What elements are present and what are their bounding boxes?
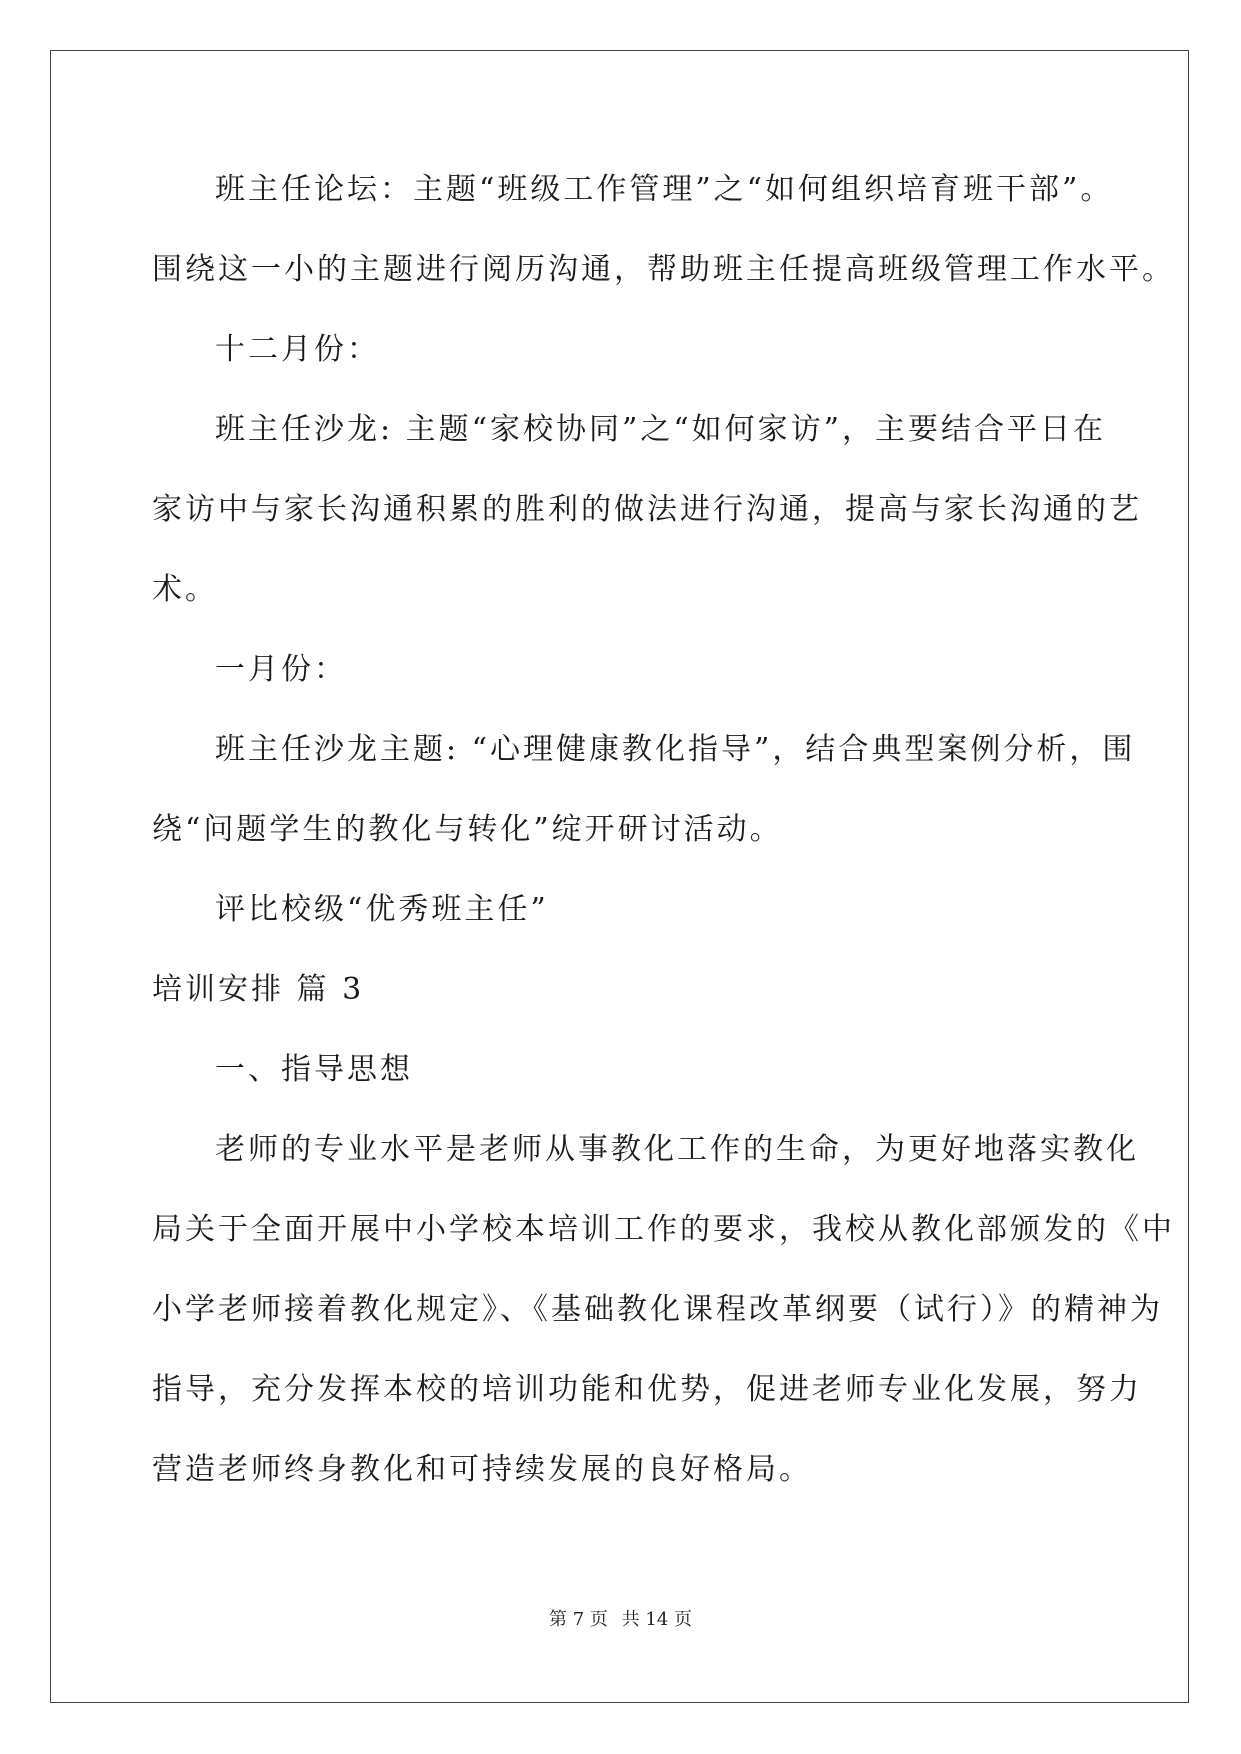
paragraph-line: 局关于全面开展中小学校本培训工作的要求，我校从教化部颁发的《中 [152, 1212, 1175, 1247]
paragraph-line: 家访中与家长沟通积累的胜利的做法进行沟通，提高与家长沟通的艺 [152, 492, 1142, 527]
page-footer [0, 1608, 1241, 1632]
paragraph-line: 十二月份： [215, 332, 380, 367]
paragraph-line: 评比校级“优秀班主任” [215, 892, 549, 927]
paragraph-line: 班主任论坛：主题“班级工作管理”之“如何组织培育班干部”。 [215, 172, 1114, 207]
paragraph-line: 班主任沙龙主题: “心理健康教化指导”，结合典型案例分析，围 [215, 732, 1136, 767]
section-heading: 培训安排 篇 3 [152, 972, 365, 1007]
paragraph-line: 营造老师终身教化和可持续发展的良好格局。 [152, 1452, 812, 1487]
paragraph-line: 小学老师接着教化规定》、《基础教化课程改革纲要（试行）》的精神为 [152, 1292, 1163, 1327]
paragraph-line: 一月份： [215, 652, 347, 687]
paragraph-line: 指导，充分发挥本校的培训功能和优势，促进老师专业化发展，努力 [152, 1372, 1142, 1407]
paragraph-line: 班主任沙龙: 主题“家校协同”之“如何家访”，主要结合平日在 [215, 412, 1106, 447]
paragraph-line: 绕“问题学生的教化与转化”绽开研讨活动。 [152, 812, 783, 847]
paragraph-line: 围绕这一小的主题进行阅历沟通，帮助班主任提高班级管理工作水平。 [152, 252, 1175, 287]
subsection-heading: 一、指导思想 [215, 1052, 413, 1087]
paragraph-line: 术。 [152, 572, 218, 607]
page-number: 第 7 页 [549, 1609, 608, 1630]
page-total: 共 14 页 [621, 1609, 692, 1630]
paragraph-line: 老师的专业水平是老师从事教化工作的生命，为更好地落实教化 [215, 1132, 1139, 1167]
